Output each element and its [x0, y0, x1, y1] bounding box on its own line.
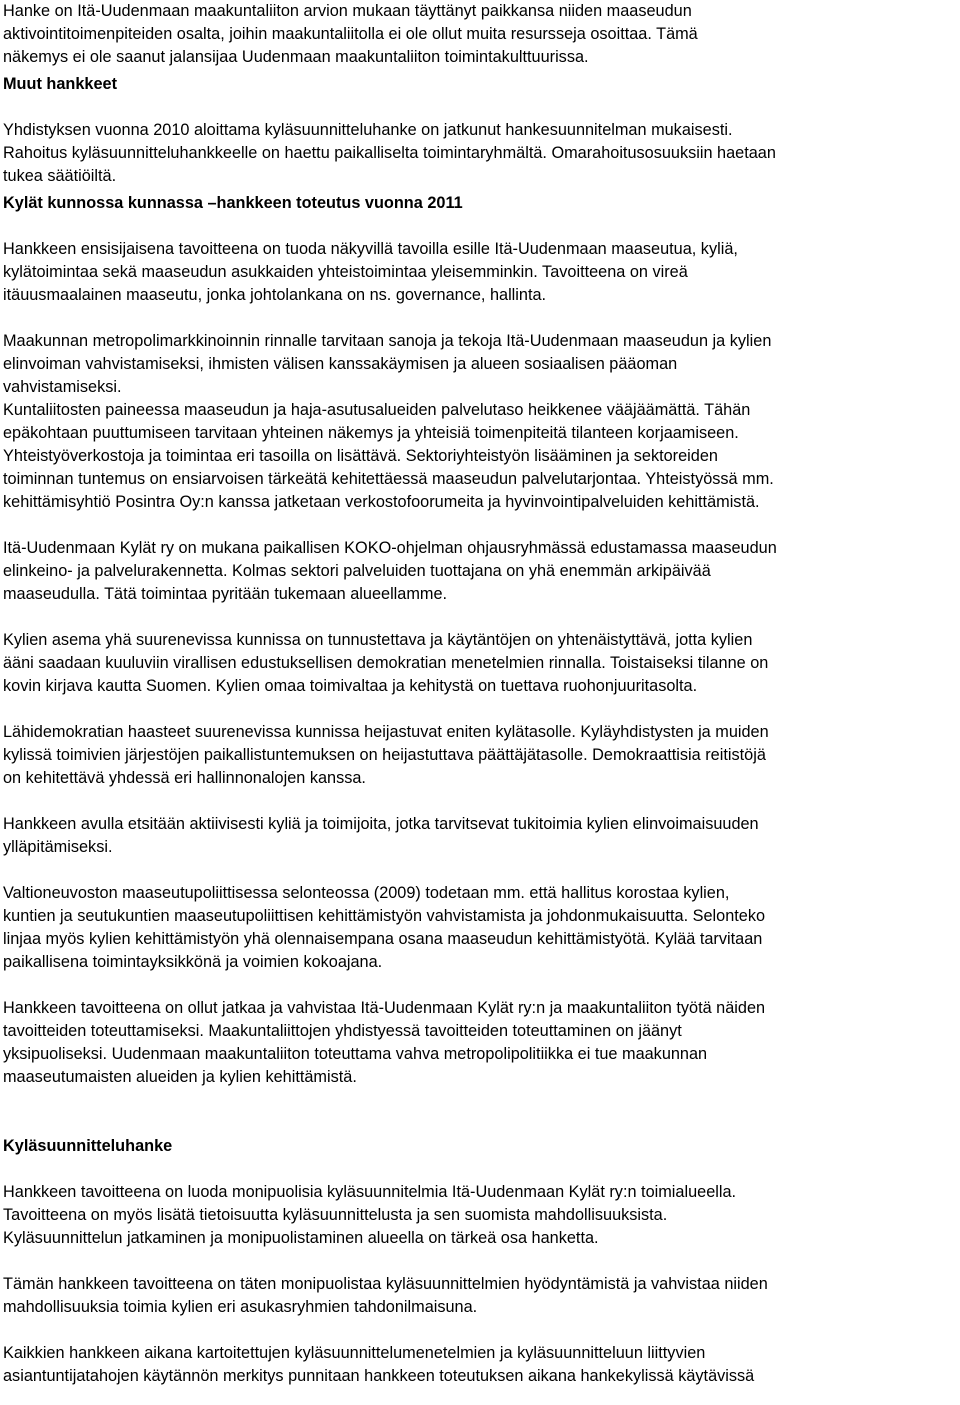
text-line: asiantuntijatahojen käytännön merkitys punnitaan hankkeen toteutuksen aikana hankekylissä käytävissä — [3, 1367, 755, 1385]
text-line: Maakunnan metropolimarkkinoinnin rinnalle tarvitaan sanoja ja tekoja Itä-Uudenmaan maaseudun ja kylien — [3, 332, 772, 350]
text-line: tavoitteiden toteuttamiseksi. Maakuntaliittojen yhdistyessä tavoitteiden toteuttaminen on jäänyt — [3, 1022, 682, 1040]
text-line: linjaa myös kylien kehittämistyön yhä olennaisempana osana maaseudun kehittämistyötä. Kylää tarvitaan — [3, 930, 763, 948]
text-line: Hanke on Itä-Uudenmaan maakuntaliiton arvion mukaan täyttänyt paikkansa niiden maaseudun — [3, 2, 692, 20]
document-page — [3, 0, 958, 1388]
text-line: kylissä toimivien järjestöjen paikallistuntemuksen on heijastuttava päättäjätasolle. Demokraattisia reitistöjä — [3, 746, 766, 764]
text-line: Kuntaliitosten paineessa maaseudun ja haja-asutusalueiden palvelutaso heikkenee vääjäämättä. Tähän — [3, 401, 751, 419]
paragraph — [3, 330, 958, 514]
text-line: maaseudulla. Tätä toimintaa pyritään tukemaan alueellamme. — [3, 585, 448, 603]
text-line: epäkohtaan puuttumiseen tarvitaan yhteinen näkemys ja yhteisiä toimenpiteitä tilanteen korjaamiseen. — [3, 424, 739, 442]
paragraph — [3, 721, 958, 790]
paragraph — [3, 537, 958, 606]
text-line: Hankkeen tavoitteena on ollut jatkaa ja vahvistaa Itä-Uudenmaan Kylät ry:n ja maakuntaliiton työtä näiden — [3, 999, 766, 1017]
text-line: Kaikkien hankkeen aikana kartoitettujen kyläsuunnittelumenetelmien ja kyläsuunnitteluun liittyvien — [3, 1344, 706, 1362]
text-line: Hankkeen tavoitteena on luoda monipuolisia kyläsuunnitelmia Itä-Uudenmaan Kylät ry:n toimialueella. — [3, 1183, 737, 1201]
text-line: Tavoitteena on myös lisätä tietoisuutta kyläsuunnittelusta ja sen suomista mahdollisuuksista. — [3, 1206, 668, 1224]
intro-paragraph — [3, 0, 958, 69]
text-line: elinvoiman vahvistamiseksi, ihmisten välisen kanssakäymisen ja alueen sosiaalisen pääoman — [3, 355, 678, 373]
muut-paragraph — [3, 119, 958, 188]
text-line: Hankkeen avulla etsitään aktiivisesti kyliä ja toimijoita, jotka tarvitsevat tukitoimia kylien elinvoimaisuuden — [3, 815, 759, 833]
text-line: maaseutumaisten alueiden ja kylien kehittämistä. — [3, 1068, 357, 1086]
paragraph — [3, 1273, 958, 1319]
text-line: näkemys ei ole saanut jalansijaa Uudenmaan maakuntaliiton toimintakulttuurissa. — [3, 48, 589, 66]
text-line: itäuusmaalainen maaseutu, jonka johtolankana on ns. governance, hallinta. — [3, 286, 547, 304]
text-line: Kylien asema yhä suurenevissa kunnissa on tunnustettava ja käytäntöjen on yhtenäistyttävä, jotta kylien — [3, 631, 753, 649]
text-line: Kyläsuunnittelun jatkaminen ja monipuolistaminen alueella on tärkeä osa hanketta. — [3, 1229, 599, 1247]
text-line: vahvistamiseksi. — [3, 378, 122, 396]
text-line: Tämän hankkeen tavoitteena on täten monipuolistaa kyläsuunnittelmien hyödyntämistä ja vahvistaa niiden — [3, 1275, 768, 1293]
paragraph — [3, 997, 958, 1089]
paragraph — [3, 1342, 958, 1388]
text-line: Yhdistyksen vuonna 2010 aloittama kyläsuunnitteluhanke on jatkunut hankesuunnitelman mukaisesti. — [3, 121, 733, 139]
text-line: Lähidemokratian haasteet suurenevissa kunnissa heijastuvat eniten kylätasolle. Kyläyhdistysten ja muiden — [3, 723, 769, 741]
paragraph — [3, 813, 958, 859]
paragraph — [3, 238, 958, 307]
text-line: Itä-Uudenmaan Kylät ry on mukana paikallisen KOKO-ohjelman ohjausryhmässä edustamassa maaseudun — [3, 539, 777, 557]
text-line: yksipuoliseksi. Uudenmaan maakuntaliiton toteuttama vahva metropolipolitiikka ei tue maakunnan — [3, 1045, 708, 1063]
text-line: toiminnan tuntemus on ensiarvoisen tärkeätä kehitettäessä maaseudun palvelutarjontaa. Yhteistyössä mm. — [3, 470, 774, 488]
text-line: Rahoitus kyläsuunnitteluhankkeelle on haettu paikalliselta toimintaryhmältä. Omarahoitusosuuksiin haetaan — [3, 144, 776, 162]
text-line: aktivointitoimenpiteiden osalta, joihin maakuntaliitolla ei ole ollut muita resursseja osoittaa. Tämä — [3, 25, 698, 43]
text-line: Hankkeen ensisijaisena tavoitteena on tuoda näkyvillä tavoilla esille Itä-Uudenmaan maaseutua, kyliä, — [3, 240, 738, 258]
section-heading-kylat-kunnossa: Kylät kunnossa kunnassa –hankkeen toteutus vuonna 2011 — [3, 194, 463, 212]
text-line: mahdollisuuksia toimia kylien eri asukasryhmien tahdonilmaisuna. — [3, 1298, 478, 1316]
text-line: on kehitettävä yhdessä eri hallinnonalojen kanssa. — [3, 769, 366, 787]
text-line: kuntien ja seutukuntien maaseutupoliittisen kehittämistyön vahvistamista ja johdonmukaisuutta. Selonteko — [3, 907, 766, 925]
text-line: ylläpitämiseksi. — [3, 838, 113, 856]
paragraph — [3, 1181, 958, 1250]
paragraph — [3, 882, 958, 974]
text-line: Valtioneuvoston maaseutupoliittisessa selonteossa (2009) todetaan mm. että hallitus korostaa kylien, — [3, 884, 730, 902]
text-line: Yhteistyöverkostoja ja toimintaa eri tasoilla on lisättävä. Sektoriyhteistyön lisääminen ja sektoreiden — [3, 447, 718, 465]
section-heading-kylasuunnitteluhanke: Kyläsuunnitteluhanke — [3, 1137, 173, 1155]
text-line: elinkeino- ja palvelurakennetta. Kolmas sektori palveluiden tuottajana on yhä enemmän arkipäivää — [3, 562, 711, 580]
text-line: ääni saadaan kuuluviin virallisen edustuksellisen demokratian menetelmien rinnalla. Toistaiseksi tilanne on — [3, 654, 769, 672]
text-line: kehittämisyhtiö Posintra Oy:n kanssa jatketaan verkostofoorumeita ja hyvinvointipalveluiden kehittämistä. — [3, 493, 760, 511]
section-heading-muut-hankkeet: Muut hankkeet — [3, 75, 117, 93]
text-line: kovin kirjava kautta Suomen. Kylien omaa toimivaltaa ja kehitystä on tuettava ruohonjuuritasolta. — [3, 677, 698, 695]
paragraph — [3, 629, 958, 698]
text-line: kylätoimintaa sekä maaseudun asukkaiden yhteistoimintaa yleisemminkin. Tavoitteena on vireä — [3, 263, 688, 281]
text-line: tukea säätiöiltä. — [3, 167, 117, 185]
text-line: paikallisena toimintayksikkönä ja voimien kokoajana. — [3, 953, 383, 971]
